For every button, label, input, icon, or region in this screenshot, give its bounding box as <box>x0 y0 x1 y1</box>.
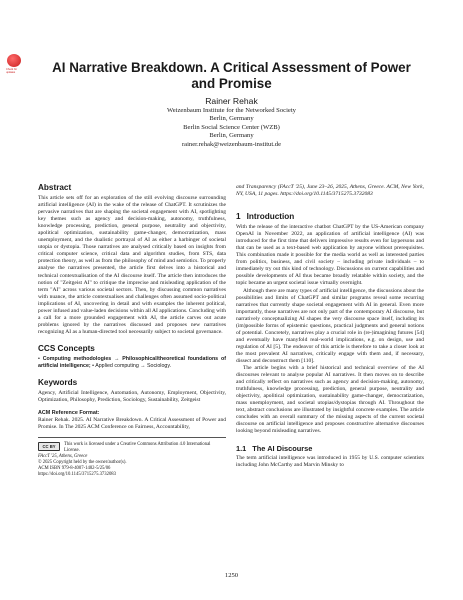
section-heading-introduction: 1 Introduction <box>236 212 295 222</box>
author-email: rainer.rehak@weizenbaum-institut.de <box>181 140 282 148</box>
acm-reference-continuation: and Transparency (FAccT '25), June 23–26, 2025, Athens, Greece. ACM, New York, NY, USA, 11 pages. https://doi.org/10.1145/3715275.3732083 <box>236 184 424 198</box>
creative-commons-icon[interactable]: CC BY <box>38 442 60 451</box>
intro-paragraph: With the release of the interactive chatbot ChatGPT by the US-American company OpenAI in November 2022, an application of artificial intelligence (AI) was introduced for the first time that delivers impressive results even for laypersons and that can be used as a text-based web application by anyone without prerequisites. This combination made it possible for the media world as well as interested parties from politics, business, and civil society – including private individuals – to immediately try out this kind of technology. Discussions on current capabilities and possible developments of AI thus became broadly relatable within society, and the topic became an urgent societal issue virtually overnight. <box>236 224 424 287</box>
ccs-concepts: • Computing methodologies → Philosophical/theoretical foundations of artificial intelligence; • Applied computing → Sociology. <box>38 355 226 369</box>
paper-title: AI Narrative Breakdown. A Critical Assessment of Power and Promise <box>52 60 411 91</box>
acm-reference-text: Rainer Rehak. 2025. AI Narrative Breakdown. A Critical Assessment of Power and Promise. In The 2025 ACM Conference on Fairness, Accountability, <box>38 417 226 431</box>
abstract-text: This article sets off for an exploration of the still evolving discourse surrounding artificial intelligence (AI) in the wake of the release of ChatGPT. It scrutinizes the pervasive narratives that are shaping the societal engagement with AI, spotlighting key themes such as agency and decision-making, autonomy, truthfulness, knowledge processing, prediction, general purpose, neutrality and objectivity, apolitical optimization, sustainability game-changer, democratization, mass unemployment, and the dualistic portrayal of AI as either a harbinger of societal utopia or dystopia. Those narratives are analysed critically based on insights from critical computer science, critical data and algorithm studies, from STS, data protection theory, as well as from the philosophy of mind and semiotics. To properly analyse the narratives presented, the article first delves into a historical and technical contextualisation of the AI discourse itself. The article then introduces the notion of "Zeitgeist AI" to critique the imprecise and misleading application of the term "AI" across various societal sectors. Then, by discussing common narratives with nuance, the article contextualises and challenges often assumed socio-political implications of AI, uncovering in detail and with examples the inherent political, power infused and value-laden decisions within all AI applications. Concluding with a call for a more grounded engagement with AI, the article carves out acute problems ignored by the narratives discussed and proposes new narratives recognizing AI as a human-directed tool necessarily subject to societal governance. <box>38 195 226 335</box>
subsection-text: The term artificial intelligence was introduced in 1955 by U.S. computer scientists including John McCarthy and Marvin Minsky to <box>236 454 424 468</box>
intro-paragraph: Although there are many types of artificial intelligence, the discussions about the possibilities and limits of ChatGPT and similar programs reveal some recurring narratives that currently shape societal engagement with AI in general. Even more importantly, those narratives are not only part of the contemporary AI discourse, but narratively conceptualizing AI shapes the very discourse space itself, including its (im)possible forms of epistemic questions, practical judgments and general notions of potential. Concretely, narratives play a crucial role in (re-)imagining futures [54] and eventually have manyfold real-world implications, e.g. on design, use and regulation of AI [5]. The endeavor of this article is therefore to take a closer look at the most prevalent AI narratives, critically engage with them and, if necessary, dissect and deconstruct them [110]. <box>236 287 424 364</box>
update-badge-label: Check for updates <box>6 68 18 74</box>
ccs-item: • Applied computing → Sociology. <box>90 362 172 369</box>
ccs-heading: CCS Concepts <box>38 343 95 353</box>
author-name: Rainer Rehak <box>205 96 258 106</box>
ccs-item: Computing methodologies → Philosophical/theoretical foundations of artificial intelligence; <box>38 355 226 369</box>
license-block <box>38 442 226 454</box>
author-affiliation: Berlin, Germany <box>209 132 254 140</box>
page-number: 1250 <box>224 572 239 579</box>
license-copyright: © 2025 Copyright held by the owner/author(s). <box>38 460 127 466</box>
author-affiliation: Weizenbaum Institute for the Networked Society <box>167 107 296 114</box>
author-block <box>80 96 383 149</box>
subsection-heading-ai-discourse: 1.1 The AI Discourse <box>236 443 313 453</box>
keywords-heading: Keywords <box>38 378 78 388</box>
license-venue: FAccT '25, Athens, Greece <box>38 454 88 460</box>
abstract-heading: Abstract <box>38 183 72 192</box>
intro-paragraph: The article begins with a brief historical and technical overview of the AI discourses relevant to analyse popular AI narratives. It then moves on to describe and critically reflect on narratives such as agency and decision-making, autonomy, truthfulness, knowledge processing, prediction, general purpose, neutrality and objectivity, apolitical optimization, sustainability game-changer, democratization, mass unemployment, and societal utopias/dystopias through AI. Throughout the text, abstract conclusions are illustrated by insightful concrete examples. The article concludes with an overall summary of the missing aspects of the current societal discourse on artificial intelligence and proposes constructive alternative discourses looking beyond misleading narratives. <box>236 365 424 435</box>
right-column <box>236 184 424 469</box>
license-isbn: ACM ISBN 979-8-4007-1482-5/25/06 <box>38 466 111 472</box>
check-for-updates-badge[interactable] <box>6 54 22 74</box>
left-column <box>38 183 226 478</box>
acm-reference-heading: ACM Reference Format: <box>38 410 100 417</box>
keywords-text: Agency, Artificial Intelligence, Automation, Autonomy, Employment, Objectivity, Optimization, Philosophy, Prediction, Sociology, Sustainability, Zeitgeist <box>38 390 226 404</box>
license-doi-link[interactable]: https://doi.org/10.1145/3715275.3732083 <box>38 472 116 478</box>
author-affiliation: Berlin Social Science Center (WZB) <box>183 123 280 131</box>
author-affiliation: Berlin, Germany <box>209 115 254 123</box>
license-text: This work is licensed under a Creative Commons Attribution 4.0 International License. <box>64 442 211 454</box>
footnote-divider <box>38 437 226 438</box>
update-badge-icon <box>7 54 21 67</box>
